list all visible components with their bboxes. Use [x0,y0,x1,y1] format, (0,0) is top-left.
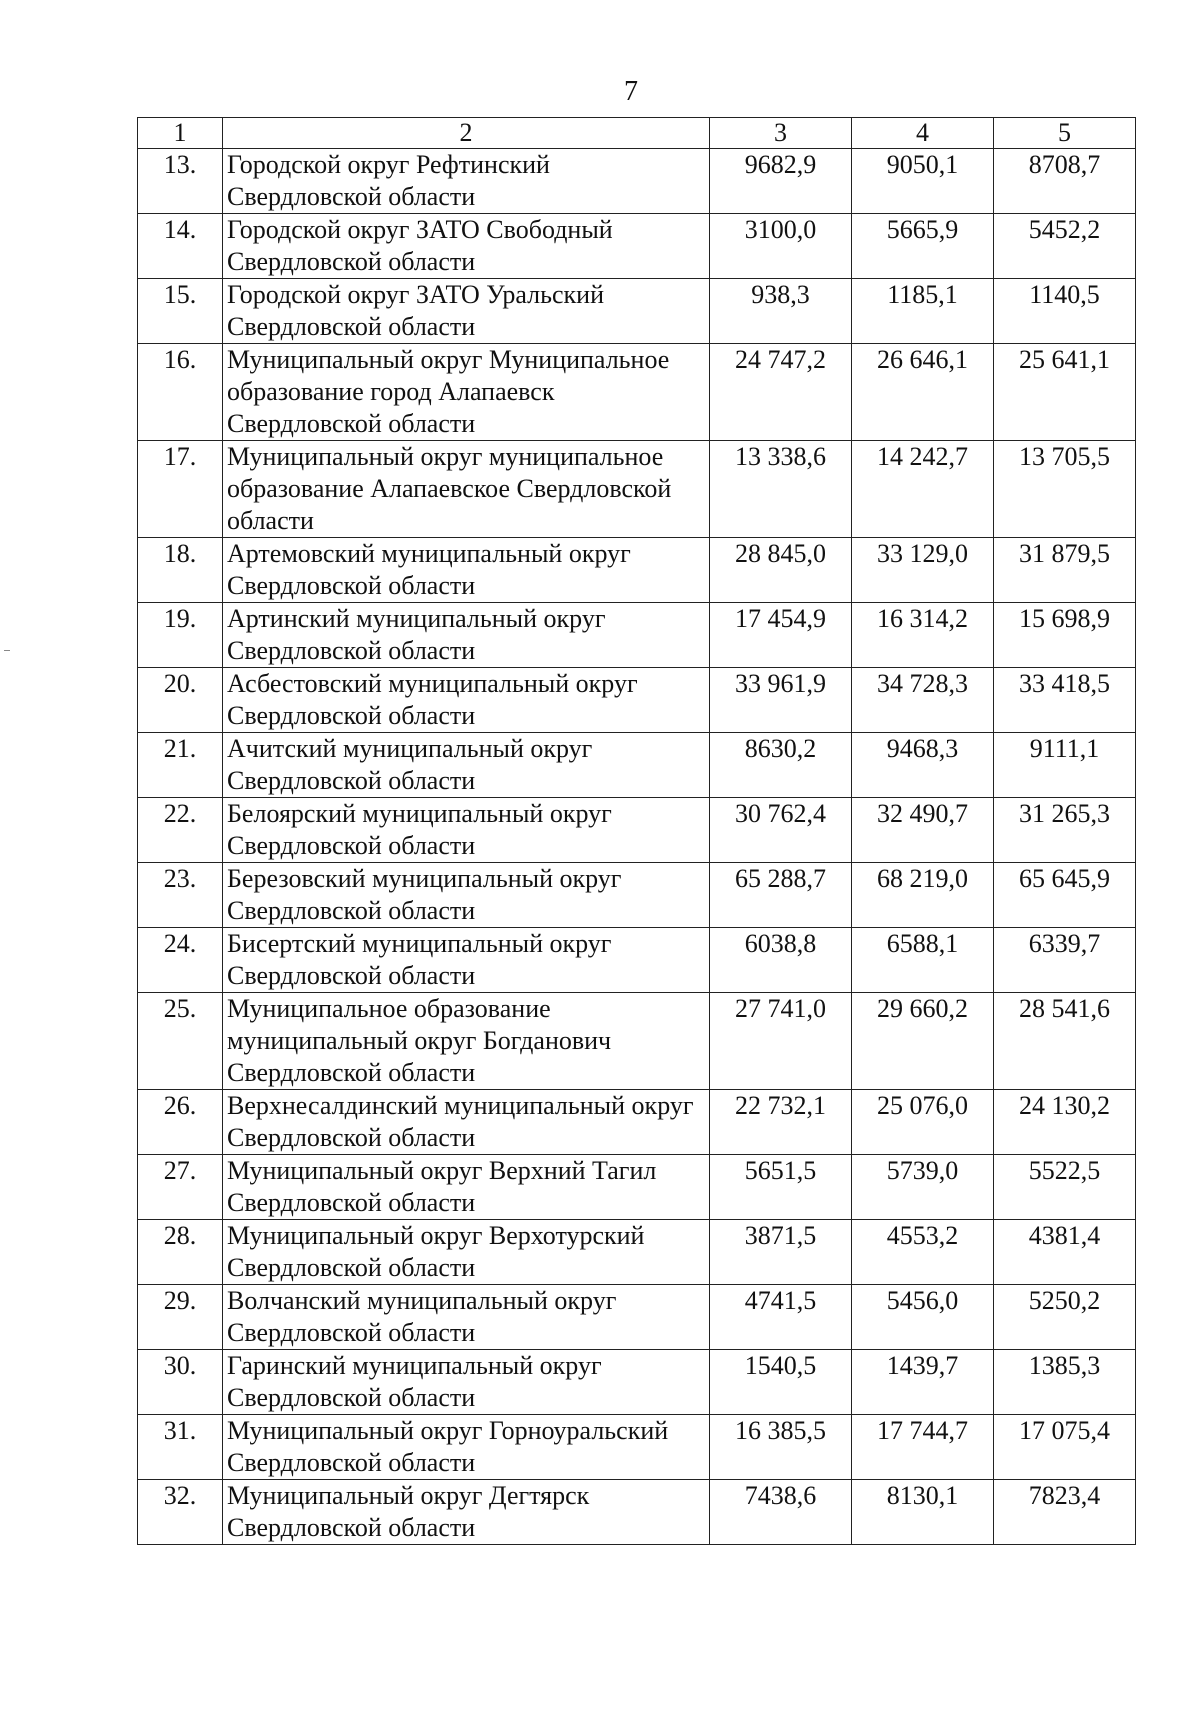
scan-artifact [4,650,10,651]
table-row [138,798,1136,863]
table-row [138,279,1136,344]
value-col3-cell: 33 961,9 [710,668,852,733]
value-col5-cell: 9111,1 [994,733,1136,798]
value-col4-cell: 14 242,7 [852,441,994,538]
table-row [138,993,1136,1090]
value-col5-cell: 25 641,1 [994,344,1136,441]
row-number-cell: 24. [138,928,223,993]
value-col3-cell: 17 454,9 [710,603,852,668]
municipality-name-cell: Городской округ Рефтинский Свердловской области [223,149,710,214]
value-col4-cell: 29 660,2 [852,993,994,1090]
value-col3-cell: 13 338,6 [710,441,852,538]
value-col5-cell: 1140,5 [994,279,1136,344]
municipality-name-cell: Муниципальный округ муниципальное образование Алапаевское Свердловской области [223,441,710,538]
table-row [138,863,1136,928]
municipality-name-cell: Муниципальный округ Горноуральский Свердловской области [223,1415,710,1480]
budget-table [137,117,1136,1545]
value-col5-cell: 8708,7 [994,149,1136,214]
value-col3-cell: 9682,9 [710,149,852,214]
value-col4-cell: 4553,2 [852,1220,994,1285]
table-row [138,149,1136,214]
value-col5-cell: 13 705,5 [994,441,1136,538]
row-number-cell: 25. [138,993,223,1090]
value-col5-cell: 15 698,9 [994,603,1136,668]
row-number-cell: 18. [138,538,223,603]
value-col3-cell: 1540,5 [710,1350,852,1415]
value-col5-cell: 4381,4 [994,1220,1136,1285]
value-col5-cell: 31 265,3 [994,798,1136,863]
municipality-name-cell: Асбестовский муниципальный округ Свердловской области [223,668,710,733]
value-col5-cell: 33 418,5 [994,668,1136,733]
table-row [138,603,1136,668]
value-col3-cell: 27 741,0 [710,993,852,1090]
municipality-name-cell: Ачитский муниципальный округ Свердловской области [223,733,710,798]
table-row [138,1090,1136,1155]
municipality-name-cell: Муниципальный округ Дегтярск Свердловской области [223,1480,710,1545]
table-row [138,538,1136,603]
value-col3-cell: 16 385,5 [710,1415,852,1480]
value-col4-cell: 32 490,7 [852,798,994,863]
table-header-row [138,118,1136,149]
municipality-name-cell: Муниципальный округ Муниципальное образование город Алапаевск Свердловской области [223,344,710,441]
row-number-cell: 19. [138,603,223,668]
value-col3-cell: 6038,8 [710,928,852,993]
value-col4-cell: 34 728,3 [852,668,994,733]
municipality-name-cell: Бисертский муниципальный округ Свердловской области [223,928,710,993]
municipality-name-cell: Муниципальный округ Верхний Тагил Свердловской области [223,1155,710,1220]
row-number-cell: 21. [138,733,223,798]
value-col4-cell: 9468,3 [852,733,994,798]
row-number-cell: 27. [138,1155,223,1220]
value-col3-cell: 8630,2 [710,733,852,798]
municipality-name-cell: Гаринский муниципальный округ Свердловской области [223,1350,710,1415]
value-col5-cell: 31 879,5 [994,538,1136,603]
value-col4-cell: 1439,7 [852,1350,994,1415]
value-col5-cell: 17 075,4 [994,1415,1136,1480]
value-col3-cell: 5651,5 [710,1155,852,1220]
municipality-name-cell: Волчанский муниципальный округ Свердловской области [223,1285,710,1350]
value-col4-cell: 17 744,7 [852,1415,994,1480]
row-number-cell: 15. [138,279,223,344]
table-row [138,733,1136,798]
municipality-name-cell: Березовский муниципальный округ Свердловской области [223,863,710,928]
value-col4-cell: 26 646,1 [852,344,994,441]
value-col5-cell: 7823,4 [994,1480,1136,1545]
row-number-cell: 29. [138,1285,223,1350]
municipality-name-cell: Муниципальное образование муниципальный округ Богданович Свердловской области [223,993,710,1090]
value-col3-cell: 65 288,7 [710,863,852,928]
row-number-cell: 31. [138,1415,223,1480]
value-col5-cell: 5250,2 [994,1285,1136,1350]
municipality-name-cell: Городской округ ЗАТО Уральский Свердловской области [223,279,710,344]
row-number-cell: 26. [138,1090,223,1155]
value-col3-cell: 4741,5 [710,1285,852,1350]
value-col5-cell: 5452,2 [994,214,1136,279]
value-col3-cell: 3100,0 [710,214,852,279]
row-number-cell: 17. [138,441,223,538]
value-col4-cell: 25 076,0 [852,1090,994,1155]
value-col3-cell: 22 732,1 [710,1090,852,1155]
table-row [138,1155,1136,1220]
value-col4-cell: 5739,0 [852,1155,994,1220]
value-col4-cell: 6588,1 [852,928,994,993]
row-number-cell: 16. [138,344,223,441]
header-cell-1: 1 [138,118,223,149]
row-number-cell: 28. [138,1220,223,1285]
row-number-cell: 13. [138,149,223,214]
value-col5-cell: 65 645,9 [994,863,1136,928]
header-cell-5: 5 [994,118,1136,149]
header-cell-4: 4 [852,118,994,149]
value-col4-cell: 33 129,0 [852,538,994,603]
value-col5-cell: 6339,7 [994,928,1136,993]
value-col4-cell: 5665,9 [852,214,994,279]
value-col3-cell: 28 845,0 [710,538,852,603]
value-col5-cell: 1385,3 [994,1350,1136,1415]
value-col4-cell: 9050,1 [852,149,994,214]
table-row [138,928,1136,993]
value-col4-cell: 68 219,0 [852,863,994,928]
row-number-cell: 20. [138,668,223,733]
table-row [138,1415,1136,1480]
municipality-name-cell: Артинский муниципальный округ Свердловской области [223,603,710,668]
row-number-cell: 14. [138,214,223,279]
row-number-cell: 23. [138,863,223,928]
value-col4-cell: 5456,0 [852,1285,994,1350]
table-row [138,441,1136,538]
table-row [138,668,1136,733]
value-col5-cell: 24 130,2 [994,1090,1136,1155]
table-body [138,149,1136,1545]
value-col3-cell: 3871,5 [710,1220,852,1285]
table-row [138,214,1136,279]
value-col5-cell: 28 541,6 [994,993,1136,1090]
value-col4-cell: 1185,1 [852,279,994,344]
municipality-name-cell: Городской округ ЗАТО Свободный Свердловской области [223,214,710,279]
municipality-name-cell: Артемовский муниципальный округ Свердловской области [223,538,710,603]
municipality-name-cell: Муниципальный округ Верхотурский Свердловской области [223,1220,710,1285]
value-col4-cell: 16 314,2 [852,603,994,668]
table-row [138,1480,1136,1545]
row-number-cell: 22. [138,798,223,863]
table-row [138,1285,1136,1350]
value-col3-cell: 938,3 [710,279,852,344]
header-cell-3: 3 [710,118,852,149]
table-row [138,1220,1136,1285]
municipality-name-cell: Белоярский муниципальный округ Свердловской области [223,798,710,863]
page-number: 7 [624,76,638,107]
row-number-cell: 30. [138,1350,223,1415]
row-number-cell: 32. [138,1480,223,1545]
table-row [138,344,1136,441]
value-col5-cell: 5522,5 [994,1155,1136,1220]
table-row [138,1350,1136,1415]
value-col3-cell: 24 747,2 [710,344,852,441]
value-col3-cell: 30 762,4 [710,798,852,863]
value-col3-cell: 7438,6 [710,1480,852,1545]
header-cell-2: 2 [223,118,710,149]
value-col4-cell: 8130,1 [852,1480,994,1545]
municipality-name-cell: Верхнесалдинский муниципальный округ Свердловской области [223,1090,710,1155]
